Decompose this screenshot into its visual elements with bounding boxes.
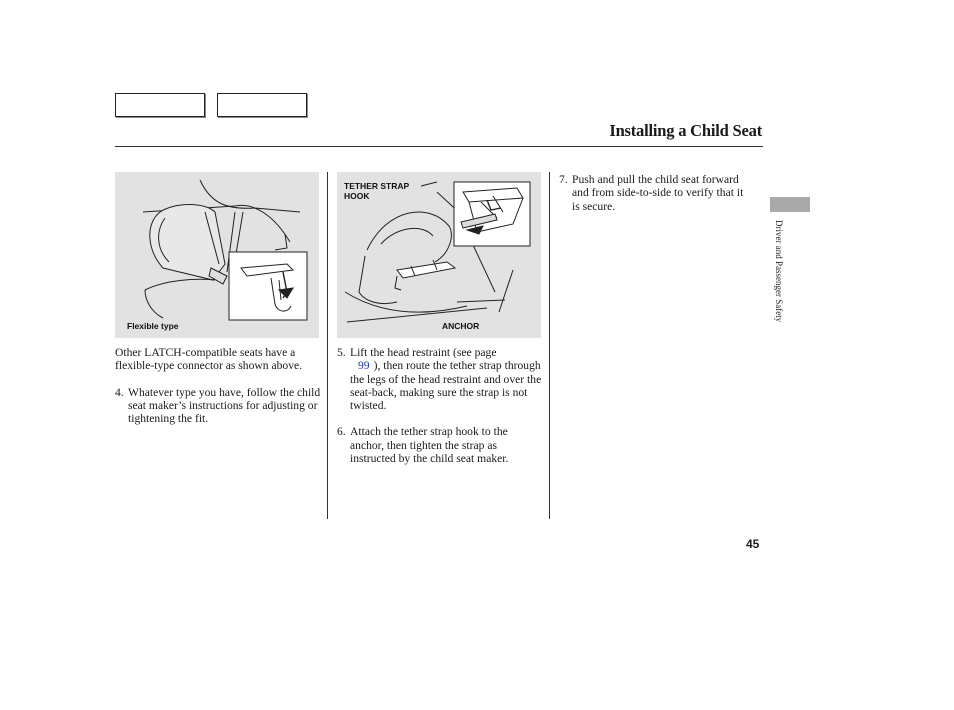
column-2-text [337, 346, 543, 465]
section-tab-marker[interactable] [770, 197, 810, 212]
step-5 [337, 346, 543, 412]
step-6 [337, 425, 543, 465]
step-4-number: 4. [115, 385, 124, 399]
page-title: Installing a Child Seat [609, 121, 762, 140]
column-divider-2 [549, 172, 550, 519]
step-6-number: 6. [337, 425, 346, 439]
figure-label-tether-hook-line1: TETHER STRAP [344, 181, 410, 191]
step-4-text: Whatever type you have, follow the child seat maker’s instructions for adjusting or tightening the fit. [128, 385, 321, 426]
flexible-connector-illustration [115, 172, 319, 338]
step-4 [115, 386, 321, 426]
intro-paragraph: Other LATCH-compatible seats have a flexible-type connector as shown above. [115, 346, 303, 373]
page-number: 45 [746, 537, 760, 551]
step-7-text: Push and pull the child seat forward and from side-to-side to verify that it is secure. [572, 173, 744, 213]
nav-button-contents[interactable] [115, 93, 205, 117]
tether-anchor-illustration [337, 172, 541, 338]
page-reference-link[interactable]: 99 [358, 359, 370, 373]
column-divider-1 [327, 172, 328, 519]
nav-button-index[interactable] [217, 93, 307, 117]
figure-label-tether-hook-line2: HOOK [344, 191, 370, 201]
step-5-text-b: ), then route the tether strap through the legs of the head restraint and over the seat-back, making sure the strap is not twisted. [350, 359, 542, 413]
step-6-text: Attach the tether strap hook to the anchor, then tighten the strap as instructed by the child seat maker. [350, 425, 509, 466]
step-5-text-a: Lift the head restraint (see page [350, 346, 497, 359]
section-tab-label: Driver and Passenger Safety [774, 220, 784, 323]
step-7 [559, 173, 749, 213]
step-7-number: 7. [559, 173, 568, 186]
title-divider [115, 146, 763, 147]
figure-label-anchor: ANCHOR [442, 321, 480, 331]
step-5-number: 5. [337, 346, 346, 359]
figure-caption-flexible: Flexible type [127, 321, 179, 331]
column-3-text [559, 173, 749, 213]
column-1-text [115, 346, 321, 425]
